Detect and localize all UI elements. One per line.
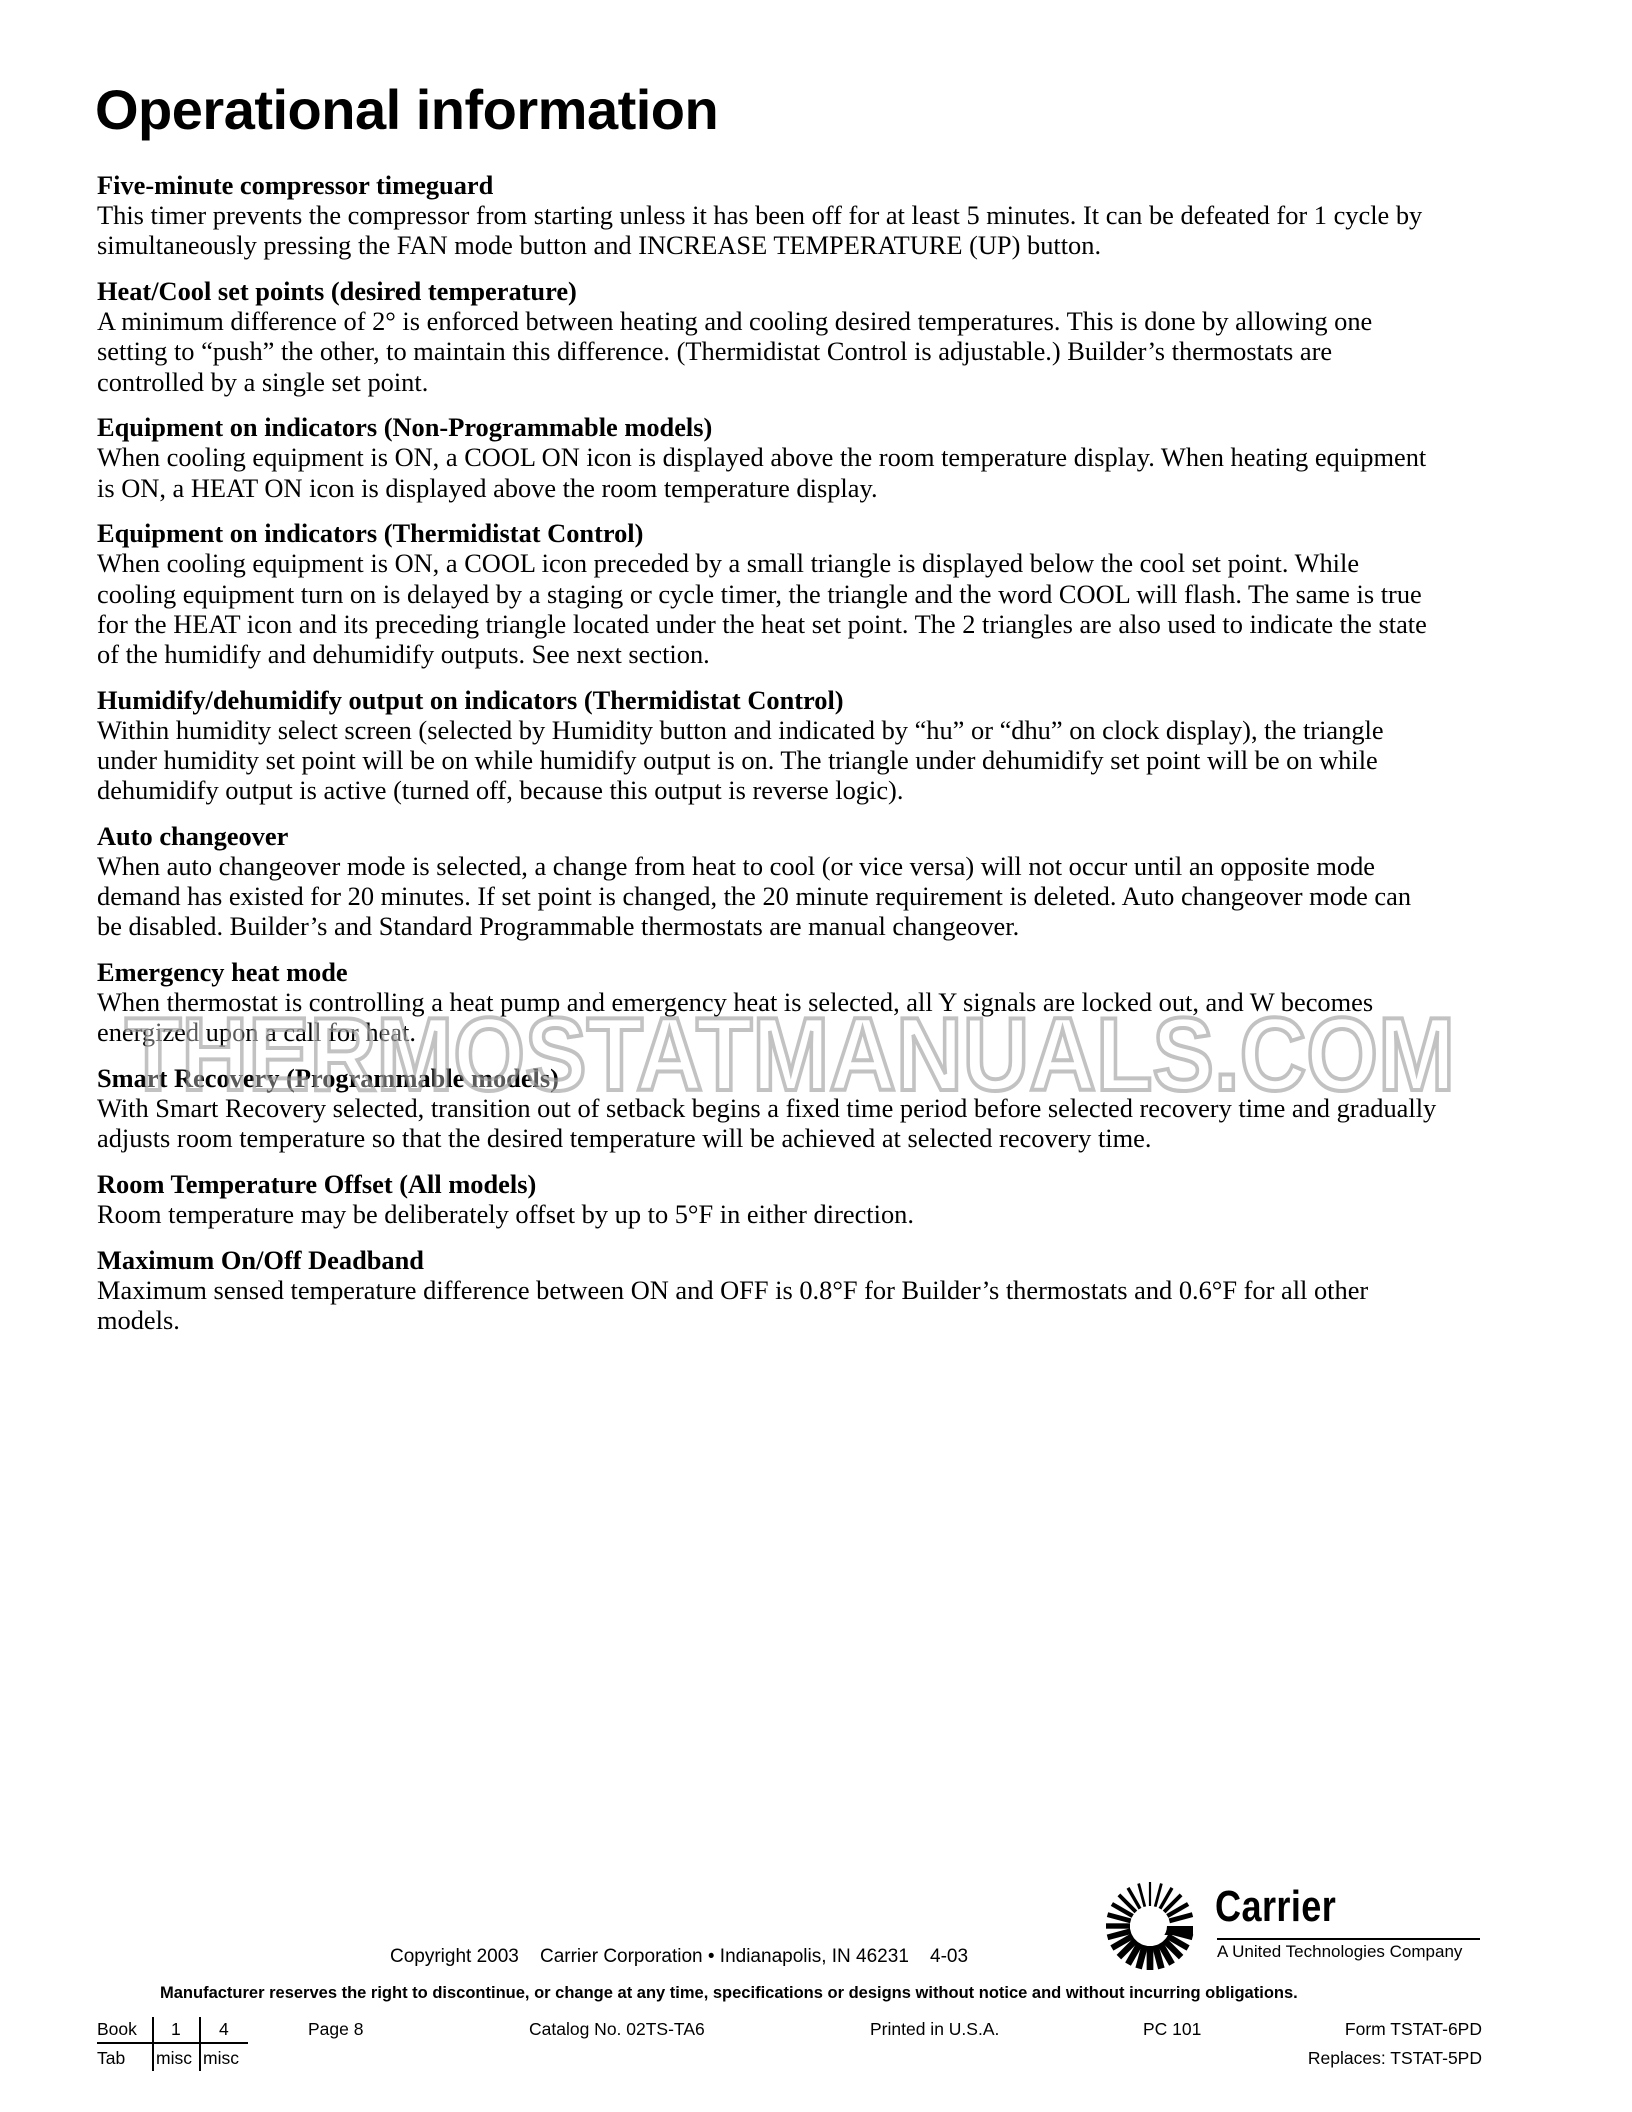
section-heading: Emergency heat mode: [97, 957, 348, 988]
paragraph-line: This timer prevents the compressor from starting unless it has been off for at least 5 minutes. It can be defeated for 1 cycle by: [97, 200, 1423, 231]
paragraph-line: Within humidity select screen (selected by Humidity button and indicated by “hu” or “dhu” on clock display), the triangle: [97, 714, 1384, 745]
paragraph-line: When cooling equipment is ON, a COOL icon preceded by a small triangle is displayed below the cool set point. While: [97, 548, 1360, 579]
section-heading: Humidify/dehumidify output on indicators (Thermidistat Control): [97, 684, 844, 715]
brand-tagline: A United Technologies Company: [1217, 1942, 1463, 1961]
content-body: [97, 170, 1517, 1351]
section-heading: Auto changeover: [97, 820, 289, 851]
paragraph-line: setting to “push” the other, to maintain this difference. (Thermidistat Control is adjustable.) Builder’s thermostats are: [97, 336, 1333, 367]
paragraph-line: controlled by a single set point.: [97, 366, 429, 397]
section-room-temperature-offset: [97, 1169, 1517, 1229]
carrier-logo-icon: [1104, 1880, 1196, 1972]
paragraph-line: simultaneously pressing the FAN mode button and INCREASE TEMPERATURE (UP) button.: [97, 230, 1102, 261]
section-heading: Equipment on indicators (Thermidistat Control): [97, 518, 644, 549]
tab-value-2: misc: [203, 2048, 239, 2068]
paragraph-line: When thermostat is controlling a heat pump and emergency heat is selected, all Y signals are locked out, and W becomes: [97, 987, 1374, 1018]
section-heading: Maximum On/Off Deadband: [97, 1244, 424, 1275]
tab-value-1: misc: [156, 2048, 192, 2068]
paragraph-line: With Smart Recovery selected, transition out of setback begins a fixed time period before selected recovery time and gradually: [97, 1093, 1437, 1124]
section-set-points: [97, 276, 1517, 397]
sunburst-ray: [1149, 1882, 1151, 1906]
paragraph-line: demand has existed for 20 minutes. If set point is changed, the 20 minute requirement is deleted. Auto changeover mode can: [97, 881, 1412, 912]
pc-code: PC 101: [1143, 2019, 1202, 2039]
brand-divider: [1217, 1938, 1480, 1940]
section-heading: Equipment on indicators (Non-Programmable models): [97, 412, 713, 443]
section-heading: Five-minute compressor timeguard: [97, 170, 494, 200]
book-label: Book: [97, 2019, 137, 2039]
section-heading: Heat/Cool set points (desired temperature): [97, 276, 577, 306]
paragraph-line: is ON, a HEAT ON icon is displayed above the room temperature display.: [97, 472, 878, 503]
paragraph-line: dehumidify output is active (turned off, because this output is reverse logic).: [97, 775, 904, 806]
paragraph-line: adjusts room temperature so that the desired temperature will be achieved at selected recovery time.: [97, 1123, 1152, 1154]
page-title: Operational information: [95, 78, 719, 141]
book-table-divider: [152, 2017, 154, 2071]
printed-in: Printed in U.S.A.: [870, 2019, 1000, 2039]
replaces-form: Replaces: TSTAT-5PD: [1307, 2048, 1482, 2068]
section-humidify-indicators: [97, 685, 1517, 806]
section-heading: Room Temperature Offset (All models): [97, 1169, 537, 1200]
book-value-2: 4: [219, 2019, 229, 2039]
paragraph-line: cooling equipment turn on is delayed by a staging or cycle timer, the triangle and the word COOL will flash. The same is true: [97, 578, 1422, 609]
page-number: Page 8: [308, 2019, 364, 2039]
copyright-line: Copyright 2003 Carrier Corporation • Indianapolis, IN 46231 4-03: [390, 1946, 969, 1967]
paragraph-line: models.: [97, 1305, 180, 1336]
brand-name: Carrier: [1215, 1882, 1337, 1931]
book-table-divider: [199, 2017, 201, 2071]
paragraph-line: under humidity set point will be on while humidify output is on. The triangle under dehumidify set point will be on while: [97, 745, 1378, 776]
section-smart-recovery: [97, 1063, 1517, 1154]
section-indicators-thermidistat: [97, 518, 1517, 669]
book-table-divider: [97, 2042, 248, 2044]
catalog-number: Catalog No. 02TS-TA6: [529, 2019, 705, 2039]
section-compressor-timeguard: [97, 170, 1517, 261]
form-number: Form TSTAT-6PD: [1344, 2019, 1482, 2039]
paragraph-line: When cooling equipment is ON, a COOL ON icon is displayed above the room temperature display. When heating equipment: [97, 442, 1427, 473]
paragraph-line: Maximum sensed temperature difference between ON and OFF is 0.8°F for Builder’s thermostats and 0.6°F for all other: [97, 1275, 1369, 1306]
section-indicators-non-programmable: [97, 412, 1517, 503]
section-heading: Smart Recovery (Programmable models): [97, 1063, 559, 1094]
watermark-text: THERMOSTATMANUALS.COM: [125, 1005, 1455, 1100]
section-emergency-heat: [97, 957, 1517, 1048]
paragraph-line: for the HEAT icon and its preceding triangle located under the heat set point. The 2 triangles are also used to indicate the state: [97, 608, 1427, 639]
paragraph-line: energized upon a call for heat.: [97, 1017, 416, 1048]
paragraph-line: Room temperature may be deliberately offset by up to 5°F in either direction.: [97, 1199, 914, 1230]
section-auto-changeover: [97, 821, 1517, 942]
tab-label: Tab: [97, 2048, 126, 2068]
disclaimer: Manufacturer reserves the right to discontinue, or change at any time, specifications or designs without notice and without incurring obligations.: [160, 1984, 1298, 2002]
sunburst-ray: [1147, 1946, 1154, 1970]
section-deadband: [97, 1245, 1517, 1336]
paragraph-line: of the humidify and dehumidify outputs. See next section.: [97, 639, 710, 670]
paragraph-line: be disabled. Builder’s and Standard Programmable thermostats are manual changeover.: [97, 911, 1020, 942]
logo-center: [1133, 1909, 1167, 1943]
sunburst-ray: [1106, 1923, 1130, 1928]
book-value-1: 1: [171, 2019, 181, 2039]
paragraph-line: When auto changeover mode is selected, a change from heat to cool (or vice versa) will not occur until an opposite mode: [97, 851, 1376, 882]
paragraph-line: A minimum difference of 2° is enforced between heating and cooling desired temperatures. This is done by allowing one: [97, 306, 1373, 337]
